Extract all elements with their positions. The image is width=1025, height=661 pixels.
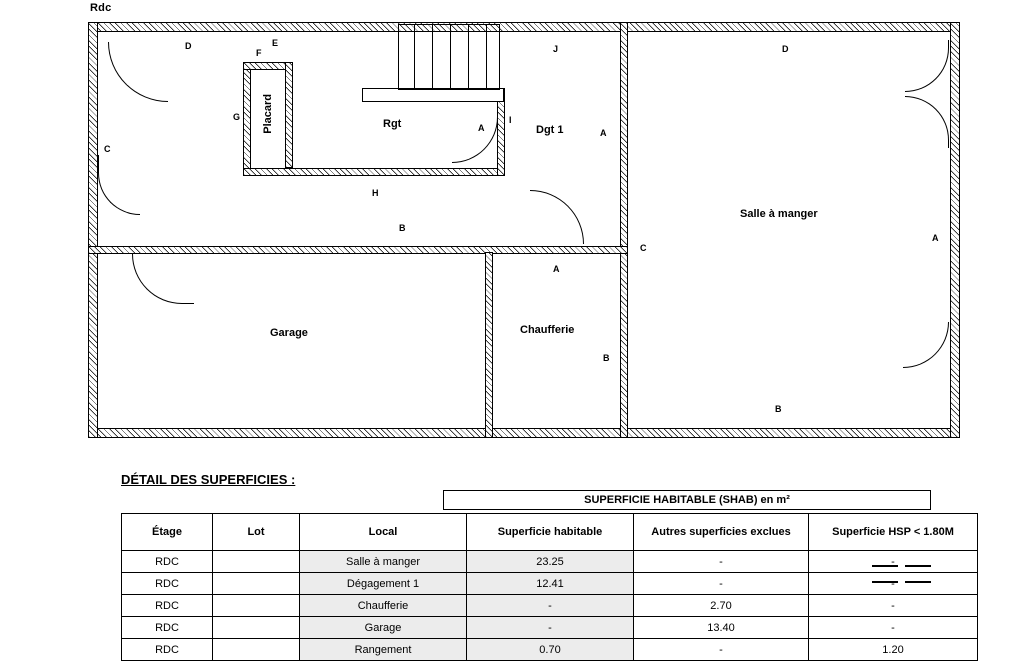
cell-hsp: - <box>809 551 978 573</box>
cell-autres: - <box>634 639 809 661</box>
cell-hsp: - <box>809 573 978 595</box>
plan-tag-D-2: D <box>782 44 789 54</box>
cell-lot <box>213 573 300 595</box>
cell-lot <box>213 595 300 617</box>
stair-step-4 <box>468 25 469 89</box>
table-row <box>122 573 978 595</box>
cell-local: Salle à manger <box>300 551 467 573</box>
plan-tag-B-1: B <box>399 223 406 233</box>
scan-artifact-2 <box>905 565 931 567</box>
stair-step-1 <box>414 25 415 89</box>
placard-wall-right <box>285 62 293 168</box>
table-header-row <box>122 514 978 551</box>
cell-etage: RDC <box>122 617 213 639</box>
stair-step-5 <box>486 25 487 89</box>
details-title: DÉTAIL DES SUPERFICIES : <box>121 472 296 487</box>
cell-lot <box>213 617 300 639</box>
table-row <box>122 617 978 639</box>
door-swing-dgt1 <box>530 190 584 244</box>
column-header-superficie-hsp: Superficie HSP < 1.80M <box>809 514 978 551</box>
rgt-wall-left <box>243 62 251 176</box>
door-swing-salle-bottom <box>903 322 949 368</box>
cell-shab: 12.41 <box>467 573 634 595</box>
door-swing-garage <box>132 254 194 304</box>
shab-header: SUPERFICIE HABITABLE (SHAB) en m² <box>443 490 931 510</box>
cell-shab: 0.70 <box>467 639 634 661</box>
plan-tag-D-1: D <box>185 41 192 51</box>
plan-tag-A-2: A <box>600 128 607 138</box>
column-header-etage: Étage <box>122 514 213 551</box>
door-swing-salle-mid <box>905 96 949 148</box>
cell-autres: 2.70 <box>634 595 809 617</box>
interior-wall-vertical-garage <box>485 252 493 438</box>
plan-tag-A-1: A <box>478 123 485 133</box>
areas-table <box>121 513 978 661</box>
plan-tag-J: J <box>553 44 559 54</box>
plan-tag-B-3: B <box>775 404 782 414</box>
plan-tag-F: F <box>256 48 262 58</box>
cell-autres: - <box>634 573 809 595</box>
cell-etage: RDC <box>122 595 213 617</box>
column-header-lot: Lot <box>213 514 300 551</box>
cell-local: Chaufferie <box>300 595 467 617</box>
plan-tag-I: I <box>509 115 512 125</box>
column-header-superficie-habitable: Superficie habitable <box>467 514 634 551</box>
cell-shab: 23.25 <box>467 551 634 573</box>
room-label-garage: Garage <box>270 327 308 339</box>
cell-local: Rangement <box>300 639 467 661</box>
door-swing-top-left <box>108 42 168 102</box>
exterior-wall-right <box>950 22 960 438</box>
room-label-dgt1: Dgt 1 <box>536 124 564 136</box>
stair-step-2 <box>432 25 433 89</box>
plan-tag-A-4: A <box>932 233 939 243</box>
exterior-wall-bottom <box>88 428 960 438</box>
cell-shab: - <box>467 617 634 639</box>
table-row <box>122 551 978 573</box>
cell-hsp: - <box>809 617 978 639</box>
interior-wall-vertical-right <box>620 22 628 438</box>
cell-local: Dégagement 1 <box>300 573 467 595</box>
plan-tag-C-1: C <box>104 144 111 154</box>
column-header-local: Local <box>300 514 467 551</box>
room-label-placard: Placard <box>262 94 274 134</box>
stair-step-3 <box>450 25 451 89</box>
interior-wall-horizontal-mid <box>88 246 628 254</box>
plan-tag-E: E <box>272 38 279 48</box>
exterior-wall-top <box>88 22 960 32</box>
cell-etage: RDC <box>122 573 213 595</box>
cell-autres: 13.40 <box>634 617 809 639</box>
door-swing-rgt <box>452 103 498 163</box>
room-label-chaufferie: Chaufferie <box>520 324 575 336</box>
room-label-salle-a-manger: Salle à manger <box>740 208 818 220</box>
door-swing-left-mid <box>98 155 140 215</box>
cell-hsp: - <box>809 595 978 617</box>
cell-lot <box>213 551 300 573</box>
scan-artifact-1 <box>872 565 898 567</box>
plan-tag-G: G <box>233 112 241 122</box>
exterior-wall-left <box>88 22 98 438</box>
staircase-outline <box>362 88 504 102</box>
plan-tag-H: H <box>372 188 379 198</box>
scan-artifact-4 <box>905 581 931 583</box>
column-header-autres-superficies-exclues: Autres superficies exclues <box>634 514 809 551</box>
room-label-rgt: Rgt <box>383 118 402 130</box>
plan-tag-B-2: B <box>603 353 610 363</box>
plan-title: Rdc <box>90 2 112 14</box>
cell-hsp: 1.20 <box>809 639 978 661</box>
door-swing-salle-top <box>905 40 949 92</box>
scan-artifact-3 <box>872 581 898 583</box>
table-row <box>122 595 978 617</box>
plan-tag-C-2: C <box>640 243 647 253</box>
cell-shab: - <box>467 595 634 617</box>
cell-local: Garage <box>300 617 467 639</box>
cell-etage: RDC <box>122 551 213 573</box>
plan-tag-A-3: A <box>553 264 560 274</box>
cell-etage: RDC <box>122 639 213 661</box>
cell-autres: - <box>634 551 809 573</box>
rgt-wall-bottom <box>243 168 505 176</box>
